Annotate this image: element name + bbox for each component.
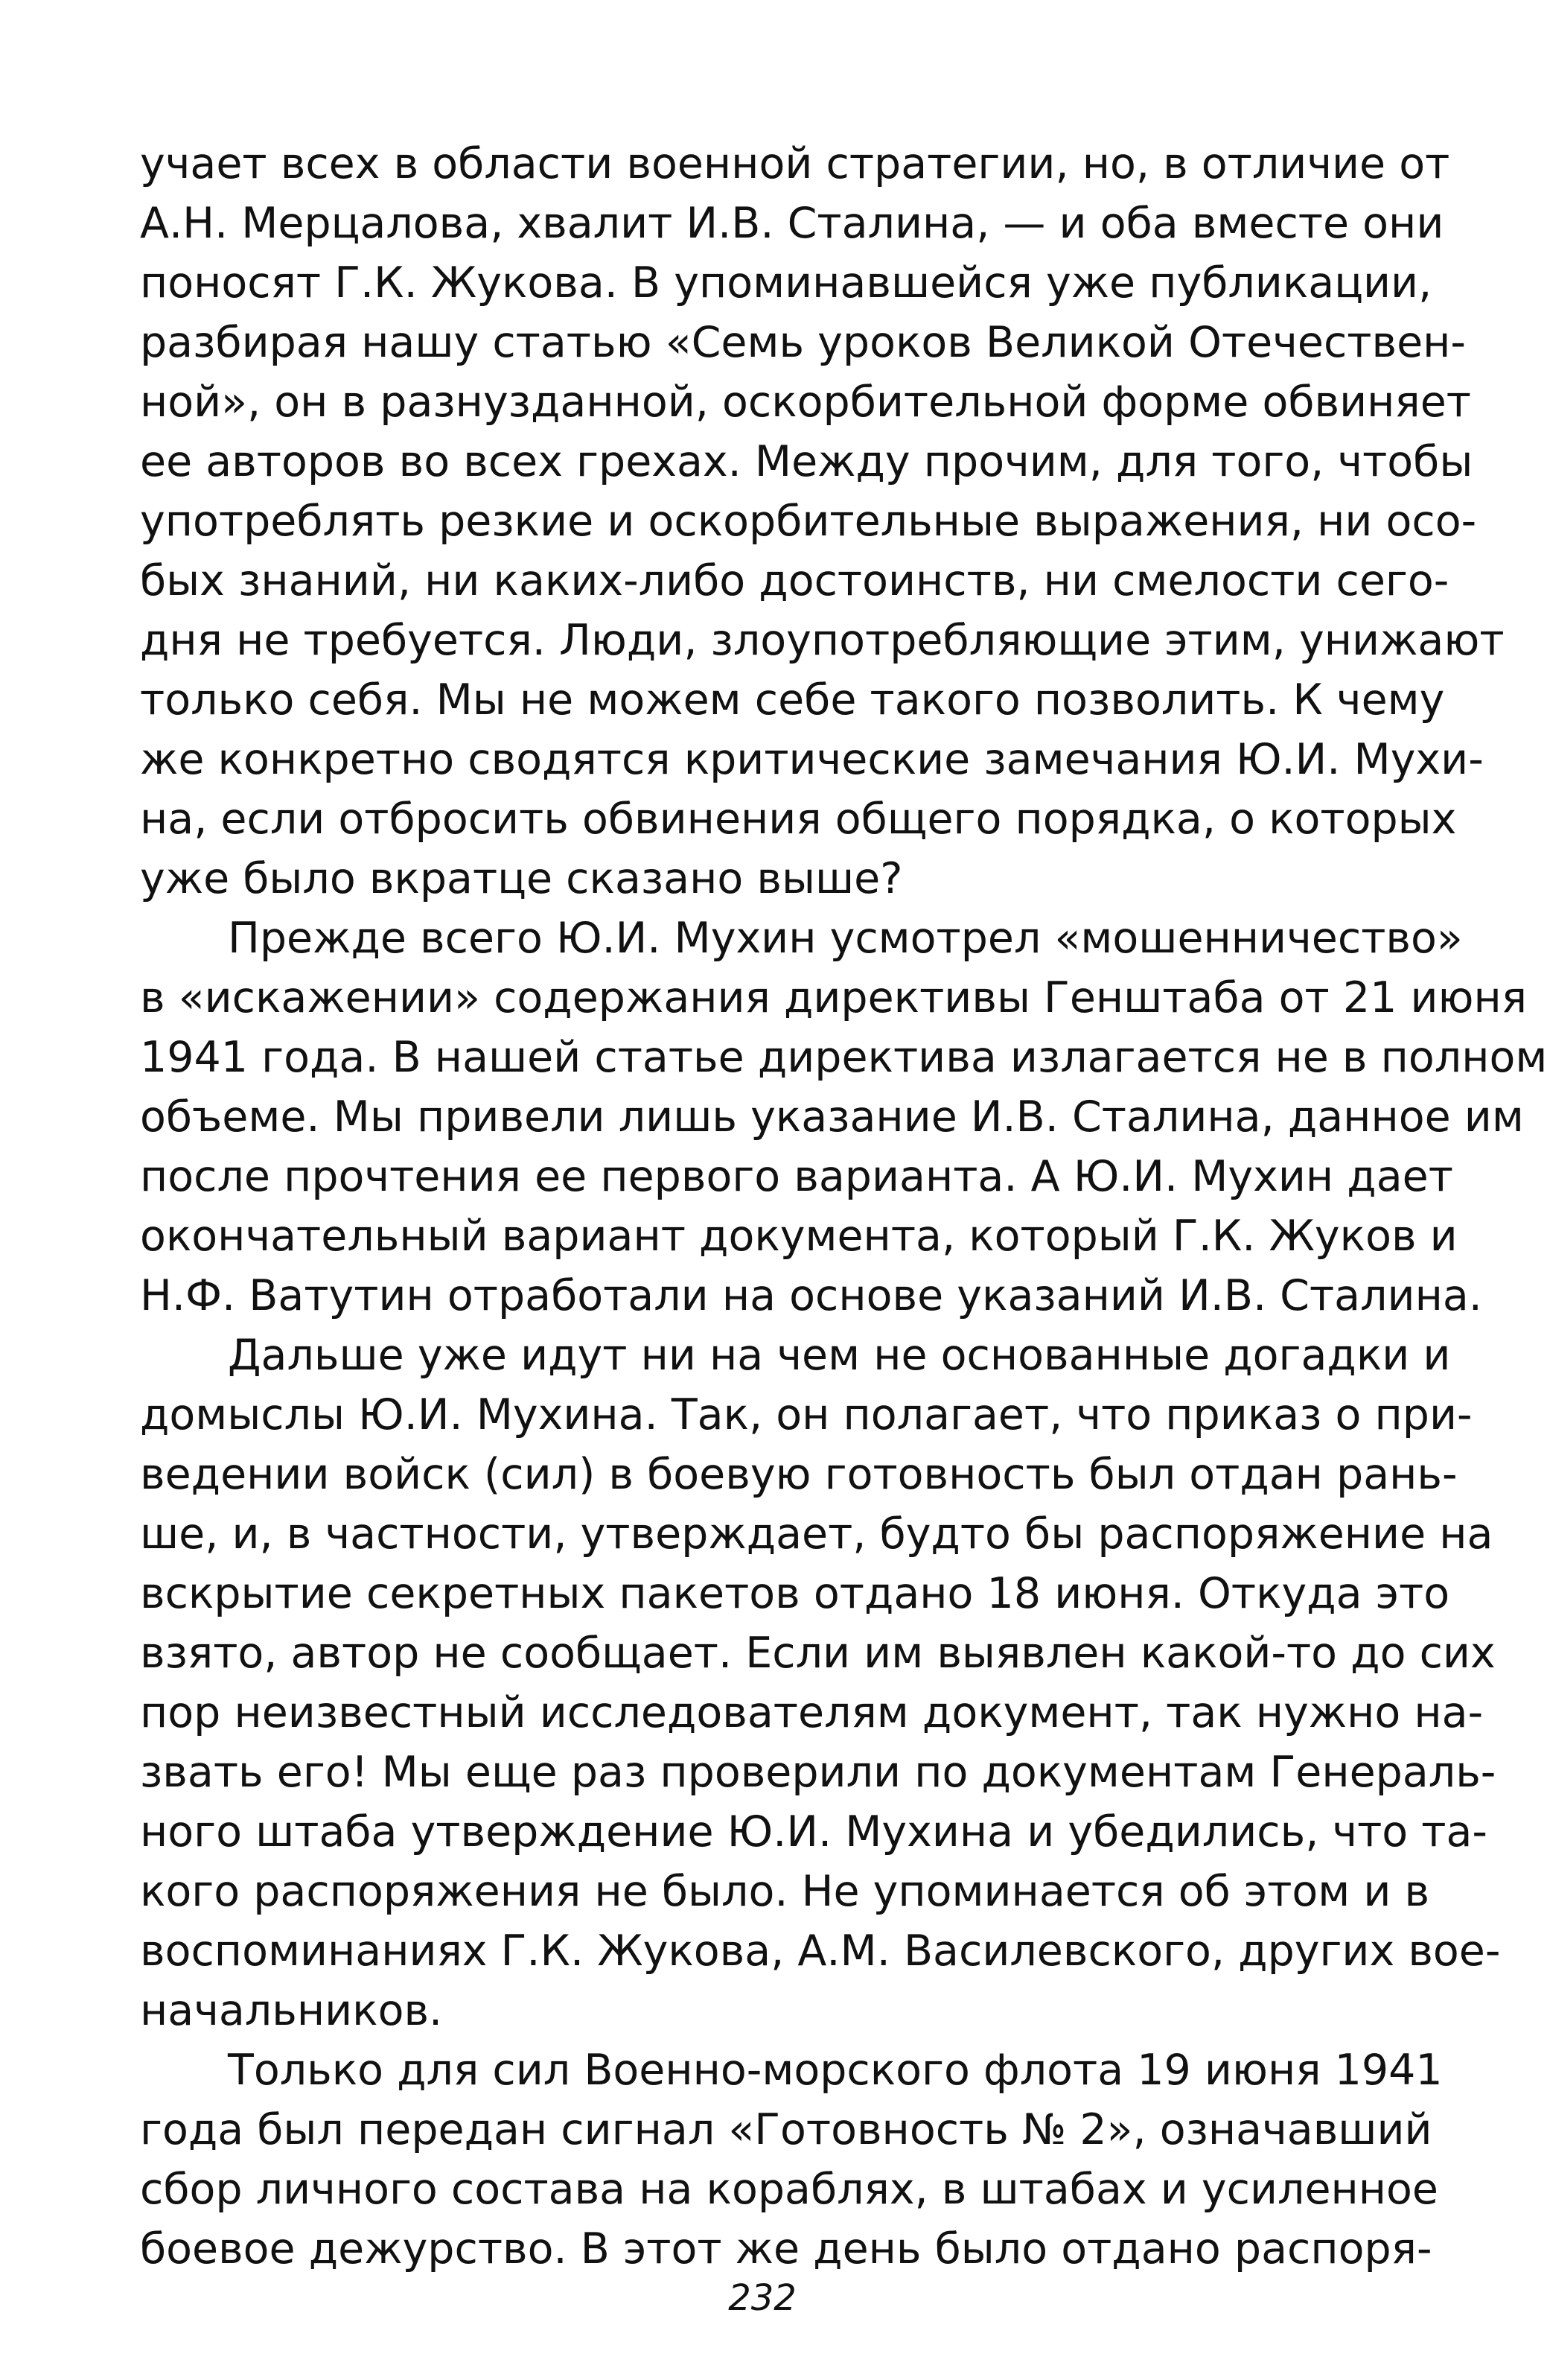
text-line: ее авторов во всех грехах. Между прочим, для того, чтобы: [140, 437, 1473, 486]
text-line: дня не требуется. Люди, злоупотребляющие этим, унижают: [140, 616, 1505, 665]
text-line: объеме. Мы привели лишь указание И.В. Сталина, данное им: [140, 1092, 1524, 1142]
text-line: года был передан сигнал «Готовность № 2», означавший: [140, 2105, 1432, 2154]
text-line: домыслы Ю.И. Мухина. Так, он полагает, что приказ о при-: [140, 1390, 1473, 1439]
text-line: взято, автор не сообщает. Если им выявлен какой-то до сих: [140, 1629, 1496, 1678]
text-line: 1941 года. В нашей статье директива излагается не в полном: [140, 1033, 1547, 1082]
text-line: же конкретно сводятся критические замечания Ю.И. Мухи-: [140, 735, 1484, 784]
paragraph-first-line: Дальше уже идут ни на чем не основанные догадки и: [228, 1331, 1451, 1380]
paragraph-first-line: Только для сил Военно-морского флота 19 июня 1941: [228, 2046, 1443, 2095]
text-line: на, если отбросить обвинения общего порядка, о которых: [140, 795, 1457, 844]
text-line: кого распоряжения не было. Не упоминается об этом и в: [140, 1867, 1430, 1916]
text-line: учает всех в области военной стратегии, но, в отличие от: [140, 139, 1450, 188]
body-text: [140, 134, 1547, 2279]
text-line: разбирая нашу статью «Семь уроков Великой Отечествен-: [140, 318, 1466, 367]
text-line: пор неизвестный исследователям документ, так нужно на-: [140, 1688, 1484, 1737]
text-line: боевое дежурство. В этот же день было отдано распоря-: [140, 2224, 1432, 2274]
text-line: уже было вкратце сказано выше?: [140, 854, 903, 903]
text-line: начальников.: [140, 1986, 443, 2035]
text-line: после прочтения ее первого варианта. А Ю.И. Мухин дает: [140, 1152, 1453, 1201]
text-line: поносят Г.К. Жукова. В упоминавшейся уже публикации,: [140, 258, 1432, 308]
text-line: звать его! Мы еще раз проверили по документам Генераль-: [140, 1748, 1496, 1797]
text-line: ной», он в разнузданной, оскорбительной форме обвиняет: [140, 378, 1471, 427]
text-line: в «искажении» содержания директивы Генштаба от 21 июня: [140, 973, 1528, 1022]
text-line: ше, и, в частности, утверждает, будто бы распоряжение на: [140, 1509, 1493, 1559]
text-line: вскрытие секретных пакетов отдано 18 июня. Откуда это: [140, 1569, 1450, 1618]
text-line: сбор личного состава на кораблях, в штабах и усиленное: [140, 2165, 1438, 2214]
page-number: 232: [728, 2277, 797, 2319]
text-line: А.Н. Мерцалова, хвалит И.В. Сталина, — и оба вместе они: [140, 199, 1444, 248]
paragraph-first-line: Прежде всего Ю.И. Мухин усмотрел «мошенничество»: [228, 914, 1463, 963]
text-line: окончательный вариант документа, который Г.К. Жуков и: [140, 1212, 1458, 1261]
text-line: употреблять резкие и оскорбительные выражения, ни осо-: [140, 497, 1477, 546]
text-line: ведении войск (сил) в боевую готовность был отдан рань-: [140, 1450, 1458, 1499]
text-line: только себя. Мы не можем себе такого позволить. К чему: [140, 675, 1445, 725]
text-line: воспоминаниях Г.К. Жукова, А.М. Василевского, других вое-: [140, 1926, 1501, 1976]
text-line: Н.Ф. Ватутин отработали на основе указаний И.В. Сталина.: [140, 1271, 1482, 1320]
text-line: бых знаний, ни каких-либо достоинств, ни смелости сего-: [140, 556, 1449, 605]
text-line: ного штаба утверждение Ю.И. Мухина и убедились, что та-: [140, 1807, 1488, 1856]
